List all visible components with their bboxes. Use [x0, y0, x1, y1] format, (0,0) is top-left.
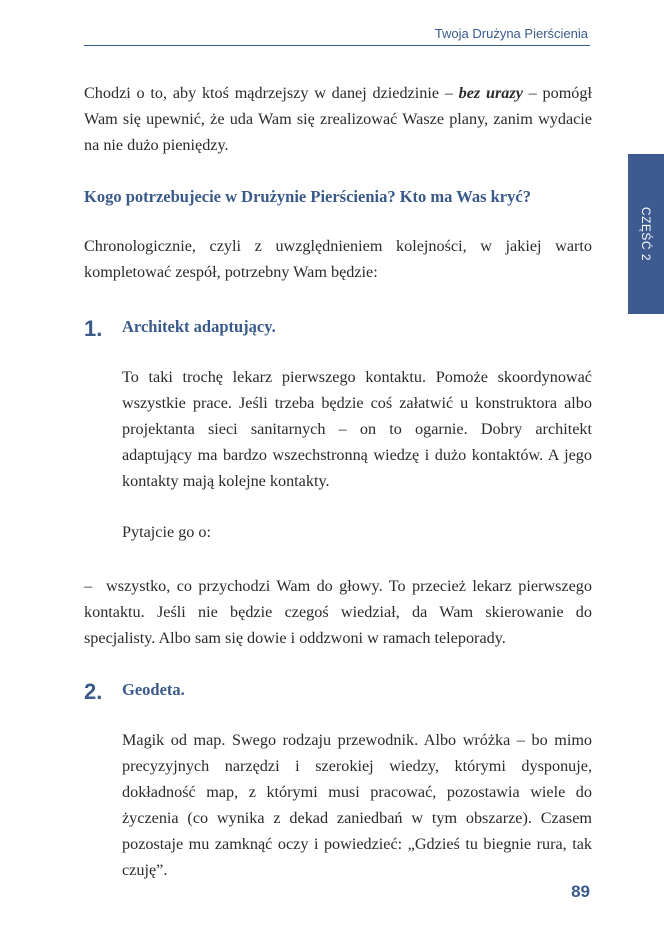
chronology-paragraph: Chronologicznie, czyli z uwzględnieniem kolejności, w jakiej warto kompletować zespół, potrzebny Wam będzie: [84, 237, 592, 281]
section-heading: Kogo potrzebujecie w Drużynie Pierścienia? Kto ma Was kryć? [84, 187, 531, 206]
intro-text-before: Chodzi o to, aby ktoś mądrzejszy w danej dziedzinie – [84, 84, 459, 102]
item-number-1: 1. [84, 316, 103, 341]
item-body-2: Magik od map. Swego rodzaju przewodnik. Albo wróżka – bo mimo precyzyjnych narzędzi i szerokiej wiedzy, którymi dysponuje, dokładność map, z którymi musi pracować, pozostawia wiele do życzenia (co wynika z dekad zaniedbań w tym obszarze). Czasem pozostaje mu zamknąć oczy i powiedzieć: „Gdzieś tu biegnie rura, tak czuję”. [122, 731, 592, 879]
item-number-2: 2. [84, 679, 103, 704]
running-head: Twoja Drużyna Pierścienia [434, 26, 588, 41]
page-number: 89 [571, 882, 590, 901]
item-ask-1: Pytajcie go o: [122, 523, 212, 541]
intro-paragraph [84, 80, 592, 158]
section-side-tab [628, 154, 664, 314]
item-title-2: Geodeta. [122, 680, 185, 699]
intro-text-after: – pomógł Wam się upewnić, że uda Wam się zrealizować Wasze plany, zanim wydacie na nie dużo pieniędzy. [84, 84, 592, 154]
side-tab-label: CZĘŚĆ 2 [639, 206, 653, 262]
header-rule [84, 45, 590, 46]
intro-emphasis: bez urazy [458, 84, 523, 102]
item-body-1: To taki trochę lekarz pierwszego kontaktu. Pomoże skoordynować wszystkie prace. Jeśli trzeba będzie coś załatwić u konstruktora albo projektanta sieci sanitarnych – on to ogarnie. Dobry architekt adaptujący ma bardzo wszechstronną wiedzę i dużo kontaktów. A jego kontakty mają kolejne kontakty. [122, 368, 592, 490]
item-bullet-1: wszystko, co przychodzi Wam do głowy. To przecież lekarz pierwszego kontaktu. Jeśli nie będzie czegoś wiedział, da Wam skierowanie do specjalisty. Albo sam się dowie i oddzwoni w ramach teleporady. [84, 577, 592, 647]
list-dash: – [84, 577, 93, 595]
item-title-1: Architekt adaptujący. [122, 317, 276, 336]
